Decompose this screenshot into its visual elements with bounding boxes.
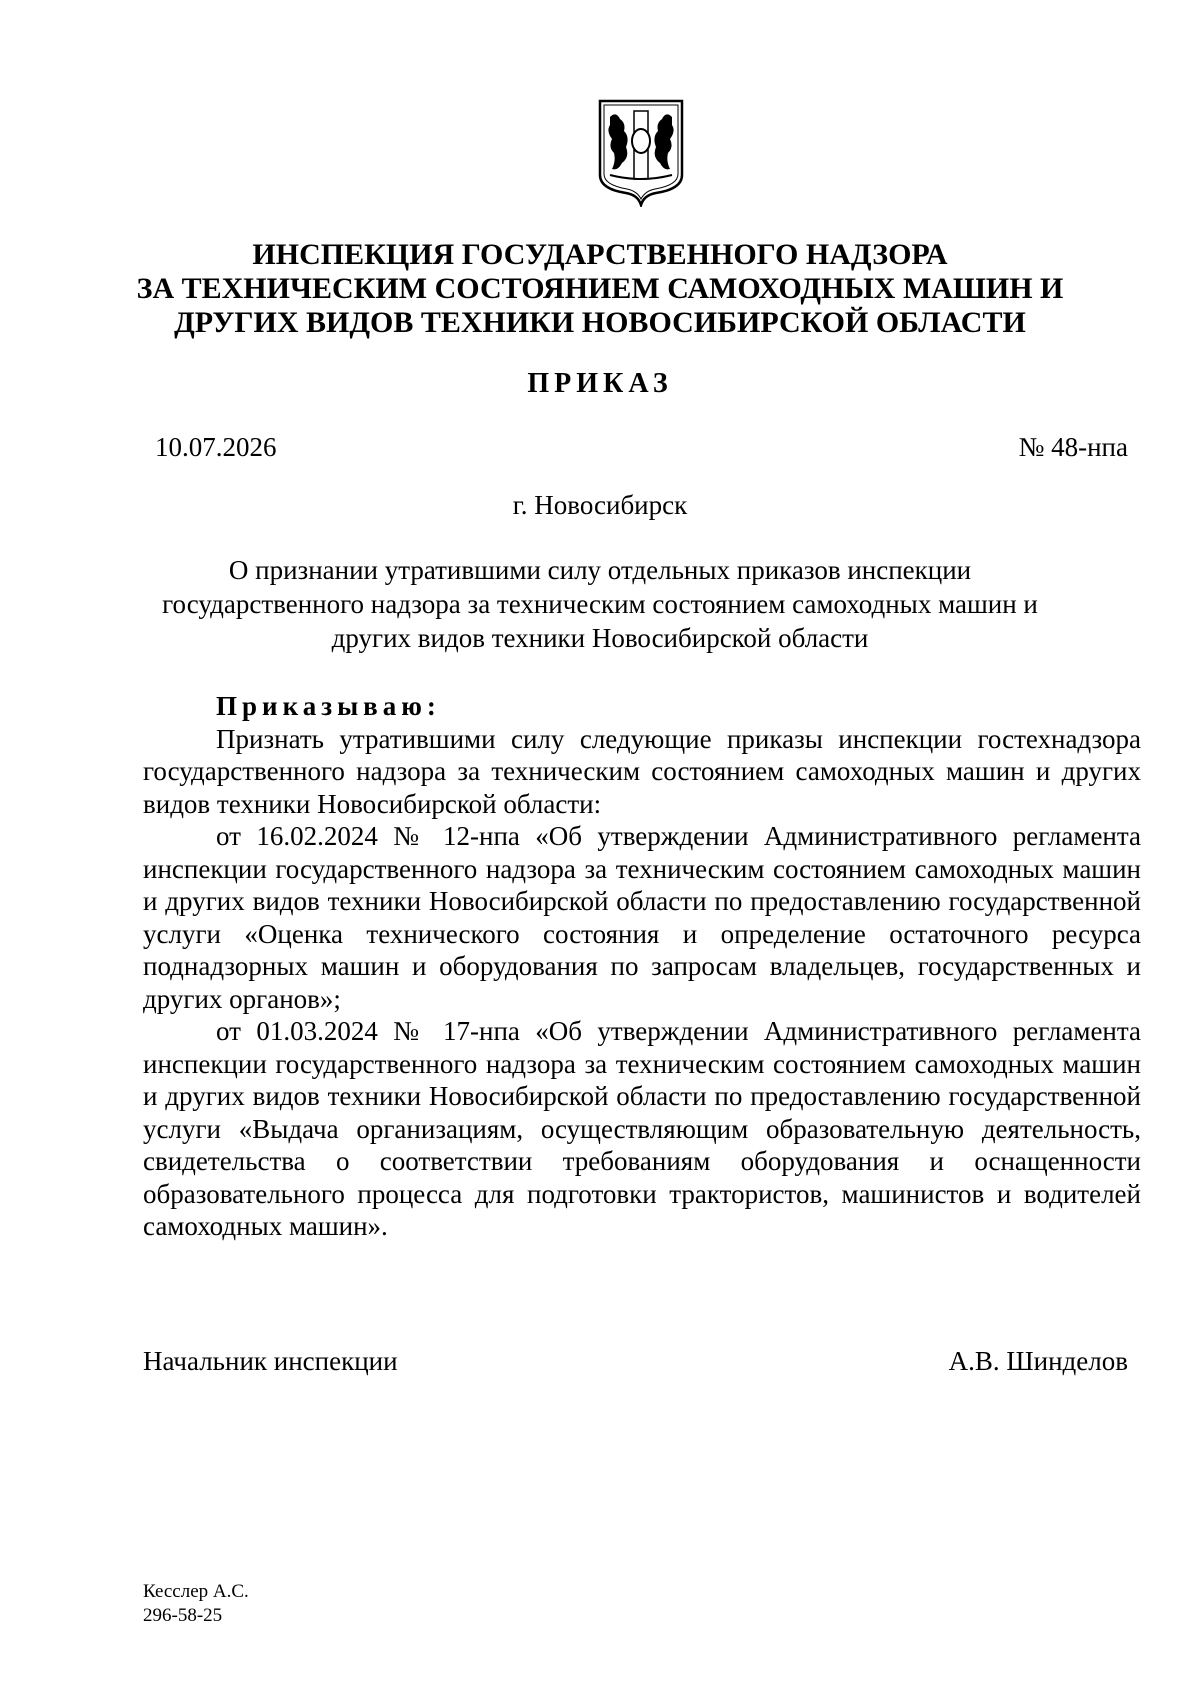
executor-phone: 296-58-25 (143, 1605, 223, 1626)
document-number: № 48-нпа (1018, 432, 1128, 462)
document-type-heading: ПРИКАЗ (527, 368, 673, 399)
coat-of-arms-icon (596, 97, 686, 207)
org-title-line-3: ДРУГИХ ВИДОВ ТЕХНИКИ НОВОСИБИРСКОЙ ОБЛАСТИ (174, 306, 1026, 339)
org-title-line-2: ЗА ТЕХНИЧЕСКИМ СОСТОЯНИЕМ САМОХОДНЫХ МАШИН И (136, 272, 1064, 305)
subject-line-2: государственного надзора за техническим состоянием самоходных машин и (162, 589, 1038, 619)
org-title-line-1: ИНСПЕКЦИЯ ГОСУДАРСТВЕННОГО НАДЗОРА (252, 238, 948, 271)
subject-line-3: других видов техники Новосибирской области (331, 623, 869, 653)
document-subject (150, 553, 1050, 655)
subject-line-1: О признании утратившими силу отдельных приказов инспекции (228, 555, 972, 585)
order-directive: Приказываю: (216, 691, 441, 721)
document-body (143, 690, 1141, 1243)
body-intro-paragraph: Признать утратившими силу следующие приказы инспекции гостехнадзора государственного надзора за техническим состоянием самоходных машин и других видов техники Новосибирской области: (143, 723, 1141, 819)
repealed-order-item-2: от 01.03.2024 № 17-нпа «Об утверждении Административного регламента инспекции государственного надзора за техническим состоянием самоходных машин и других видов техники Новосибирской области по предоставлению государственной услуги «Выдача организациям, осуществляющим образовательную деятельность, свидетельства о соответствии требованиям оборудования и оснащенности образовательного процесса для подготовки трактористов, машинистов и водителей самоходных машин». (143, 1016, 1141, 1241)
executor-block (143, 1580, 249, 1628)
signatory-position: Начальник инспекции (143, 1346, 398, 1376)
signatory-name: А.В. Шинделов (948, 1346, 1128, 1376)
executor-name: Кесслер А.С. (143, 1581, 249, 1602)
document-city: г. Новосибирск (512, 490, 688, 520)
document-date: 10.07.2026 (155, 432, 277, 462)
organization-title (100, 238, 1100, 340)
repealed-order-item-1: от 16.02.2024 № 12-нпа «Об утверждении Административного регламента инспекции государственного надзора за техническим состоянием самоходных машин и других видов техники Новосибирской области по предоставлению государственной услуги «Оценка технического состояния и определение остаточного ресурса поднадзорных машин и оборудования по запросам владельцев, государственных и других органов»; (143, 821, 1141, 1014)
